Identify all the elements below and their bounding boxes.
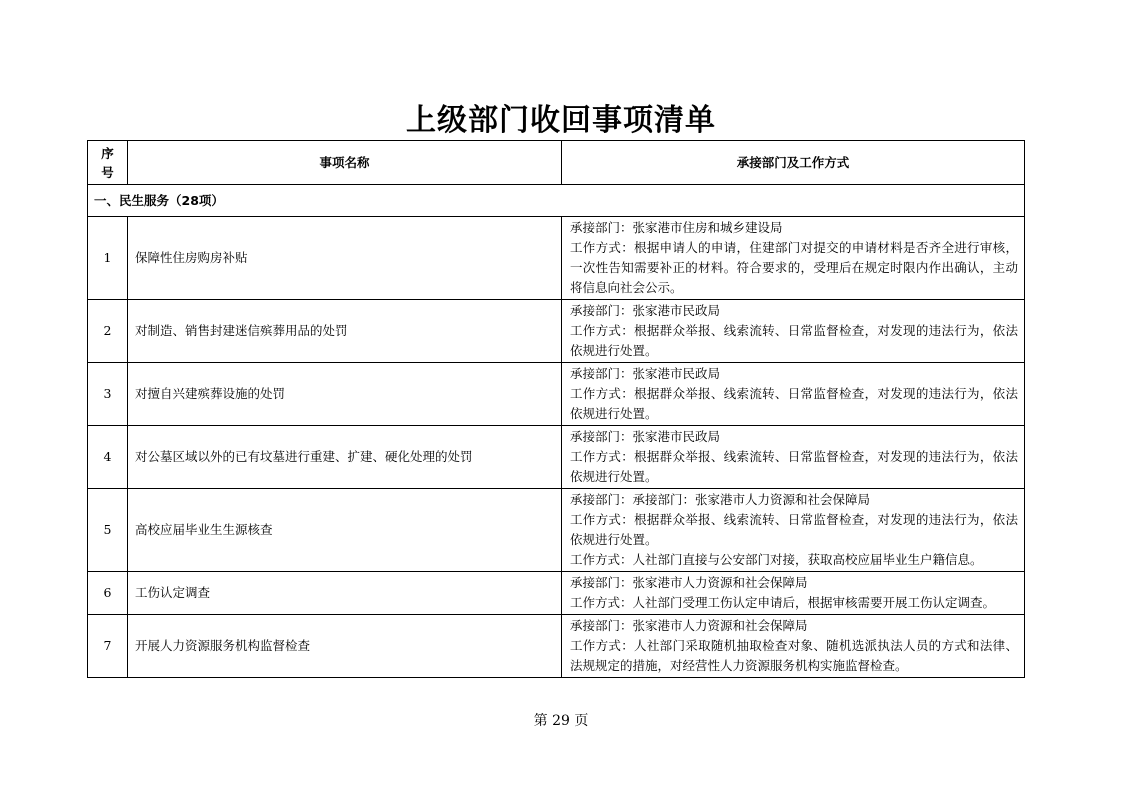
row-number: 7: [88, 615, 128, 678]
item-name: 开展人力资源服务机构监督检查: [128, 615, 562, 678]
department-method-cell: [562, 217, 1025, 300]
section-title: 一、民生服务（28项）: [88, 185, 1025, 217]
work-method-line: 工作方式：根据群众举报、线索流转、日常监督检查，对发现的违法行为，依法依规进行处置。: [570, 323, 1018, 358]
work-method-line: 工作方式：人社部门采取随机抽取检查对象、随机选派执法人员的方式和法律、法规规定的措施，对经营性人力资源服务机构实施监督检查。: [570, 638, 1018, 673]
department-method-cell: [562, 363, 1025, 426]
table-row: [88, 363, 1025, 426]
table-row: [88, 489, 1025, 572]
department-line: 承接部门：张家港市人力资源和社会保障局: [570, 618, 808, 633]
page-title: 上级部门收回事项清单: [406, 103, 716, 138]
table-row: [88, 426, 1025, 489]
department-method-cell: [562, 572, 1025, 615]
table-row: [88, 572, 1025, 615]
header-item-name: 事项名称: [128, 141, 562, 185]
department-method-cell: [562, 489, 1025, 572]
row-number: 3: [88, 363, 128, 426]
row-number: 5: [88, 489, 128, 572]
work-method-line: 工作方式：根据群众举报、线索流转、日常监督检查，对发现的违法行为，依法依规进行处置。: [570, 449, 1018, 484]
item-name: 对制造、销售封建迷信殡葬用品的处罚: [128, 300, 562, 363]
items-table: [87, 140, 1025, 678]
department-method-cell: [562, 426, 1025, 489]
department-line: 承接部门：张家港市民政局: [570, 366, 721, 381]
header-department-method: 承接部门及工作方式: [562, 141, 1025, 185]
work-method-line: 工作方式：根据申请人的申请，住建部门对提交的申请材料是否齐全进行审核，一次性告知需要补正的材料。符合要求的，受理后在规定时限内作出确认，主动将信息向社会公示。: [570, 240, 1018, 295]
department-line: 承接部门：张家港市民政局: [570, 303, 721, 318]
item-name: 对擅自兴建殡葬设施的处罚: [128, 363, 562, 426]
row-number: 1: [88, 217, 128, 300]
row-number: 4: [88, 426, 128, 489]
work-method-line: 工作方式：人社部门直接与公安部门对接，获取高校应届毕业生户籍信息。: [570, 552, 983, 567]
work-method-line: 工作方式：根据群众举报、线索流转、日常监督检查，对发现的违法行为，依法依规进行处置。: [570, 386, 1018, 421]
item-name: 工伤认定调查: [128, 572, 562, 615]
department-line: 承接部门：张家港市人力资源和社会保障局: [570, 575, 808, 590]
header-serial-line1: 序: [101, 145, 114, 161]
work-method-line: 工作方式：根据群众举报、线索流转、日常监督检查，对发现的违法行为，依法依规进行处置。: [570, 512, 1018, 547]
page-number: 第 29 页: [533, 713, 589, 729]
header-serial-line2: 号: [101, 164, 114, 180]
table-header-row: [88, 141, 1025, 185]
work-method-line: 工作方式：人社部门受理工伤认定申请后，根据审核需要开展工伤认定调查。: [570, 595, 996, 610]
department-method-cell: [562, 300, 1025, 363]
row-number: 6: [88, 572, 128, 615]
header-serial-number: [88, 141, 128, 185]
item-name: 保障性住房购房补贴: [128, 217, 562, 300]
department-line: 承接部门：张家港市住房和城乡建设局: [570, 220, 783, 235]
item-name: 高校应届毕业生生源核查: [128, 489, 562, 572]
table-row: [88, 300, 1025, 363]
section-row: [88, 185, 1025, 217]
table-row: [88, 615, 1025, 678]
row-number: 2: [88, 300, 128, 363]
department-method-cell: [562, 615, 1025, 678]
table-row: [88, 217, 1025, 300]
department-line: 承接部门：张家港市民政局: [570, 429, 721, 444]
department-line: 承接部门：承接部门：张家港市人力资源和社会保障局: [570, 492, 871, 507]
item-name: 对公墓区域以外的已有坟墓进行重建、扩建、硬化处理的处罚: [128, 426, 562, 489]
